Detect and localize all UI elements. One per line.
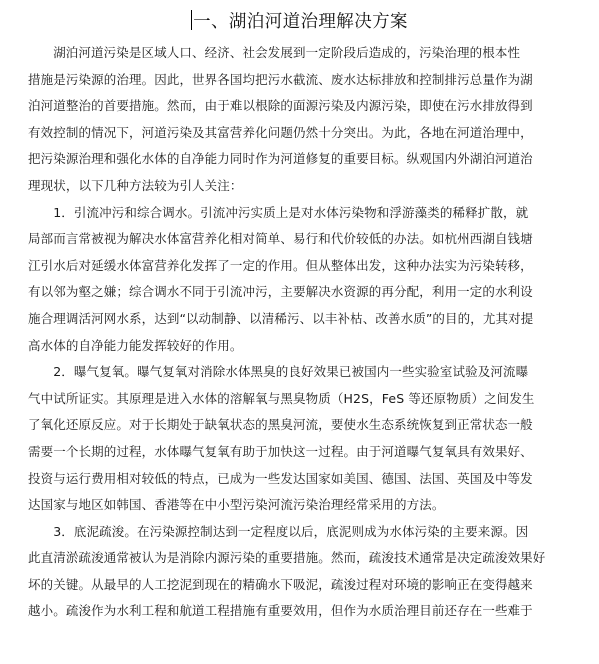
text-line: 达国家与地区如韩国、香港等在中小型污染河流污染治理经常采用的方法。 <box>28 497 445 513</box>
text-line: 气中试所证实。其原理是进入水体的溶解氧与黑臭物质（H2S，FeS 等还原物质）之间发生 <box>28 390 535 406</box>
document-title[interactable]: 一、湖泊河道治理解决方案 <box>193 12 408 32</box>
text-line: 需要一个长期的过程，水体曝气复氧有助于加快这一过程。由于河道曝气复氧具有效果好、 <box>28 443 533 459</box>
text-line: 有效控制的情况下，河道污染及其富营养化问题仍然十分突出。为此，各地在河道治理中， <box>28 124 533 140</box>
text-line: 2．曝气复氧。曝气复氧对消除水体黑臭的良好效果已被国内一些实验室试验及河流曝 <box>53 364 529 380</box>
text-line: 泊河道整治的首要措施。然而，由于难以根除的面源污染及内源污染，即使在污水排放得到 <box>28 98 533 114</box>
text-line: 投资与运行费用相对较低的特点，已成为一些发达国家如美国、德国、法国、英国及中等发 <box>28 470 533 486</box>
document-title-row <box>0 8 599 33</box>
text-line: 高水体的自净能力能发挥较好的作用。 <box>28 337 243 353</box>
text-line: 此直清淤疏浚通常被认为是消除内源污染的重要措施。然而，疏浚技术通常是决定疏浚效果好 <box>28 550 546 566</box>
text-line: 措施是污染源的治理。因此，世界各国均把污水截流、废水达标排放和控制排污总量作为湖 <box>28 71 533 87</box>
text-line: 理现状，以下几种方法较为引人关注： <box>28 177 243 193</box>
text-line: 坏的关键。从最早的人工挖泥到现在的精确水下吸泥，疏浚过程对环境的影响正在变得越来 <box>28 576 533 592</box>
text-line: 越小。疏浚作为水利工程和航道工程措施有重要效用，但作为水质治理目前还存在一些难于 <box>28 603 533 619</box>
text-line: 了氧化还原反应。对于长期处于缺氧状态的黑臭河流，要使水生态系统恢复到正常状态一般 <box>28 417 533 433</box>
text-line: 施合理调活河网水系，达到“以动制静、以清稀污、以丰补枯、改善水质”的目的，尤其对提 <box>28 310 534 326</box>
text-line: 有以邻为壑之嫌；综合调水不同于引流冲污，主要解决水资源的再分配，利用一定的水利设 <box>28 284 533 300</box>
text-line: 1．引流冲污和综合调水。引流冲污实质上是对水体污染物和浮游藻类的稀释扩散，就 <box>53 204 529 220</box>
document-body[interactable] <box>28 40 576 625</box>
text-line: 3．底泥疏浚。在污染源控制达到一定程度以后，底泥则成为水体污染的主要来源。因 <box>53 523 529 539</box>
text-line: 局部而言常被视为解决水体富营养化相对简单、易行和代价较低的办法。如杭州西湖自钱塘 <box>28 231 533 247</box>
text-line: 湖泊河道污染是区域人口、经济、社会发展到一定阶段后造成的，污染治理的根本性 <box>53 45 521 60</box>
text-line: 把污染源治理和强化水体的自净能力同时作为河道修复的重要目标。纵观国内外湖泊河道治 <box>28 151 533 167</box>
text-cursor <box>191 10 192 30</box>
text-line: 江引水后对延缓水体富营养化发挥了一定的作用。但从整体出发，这种办法实为污染转移， <box>28 257 533 273</box>
